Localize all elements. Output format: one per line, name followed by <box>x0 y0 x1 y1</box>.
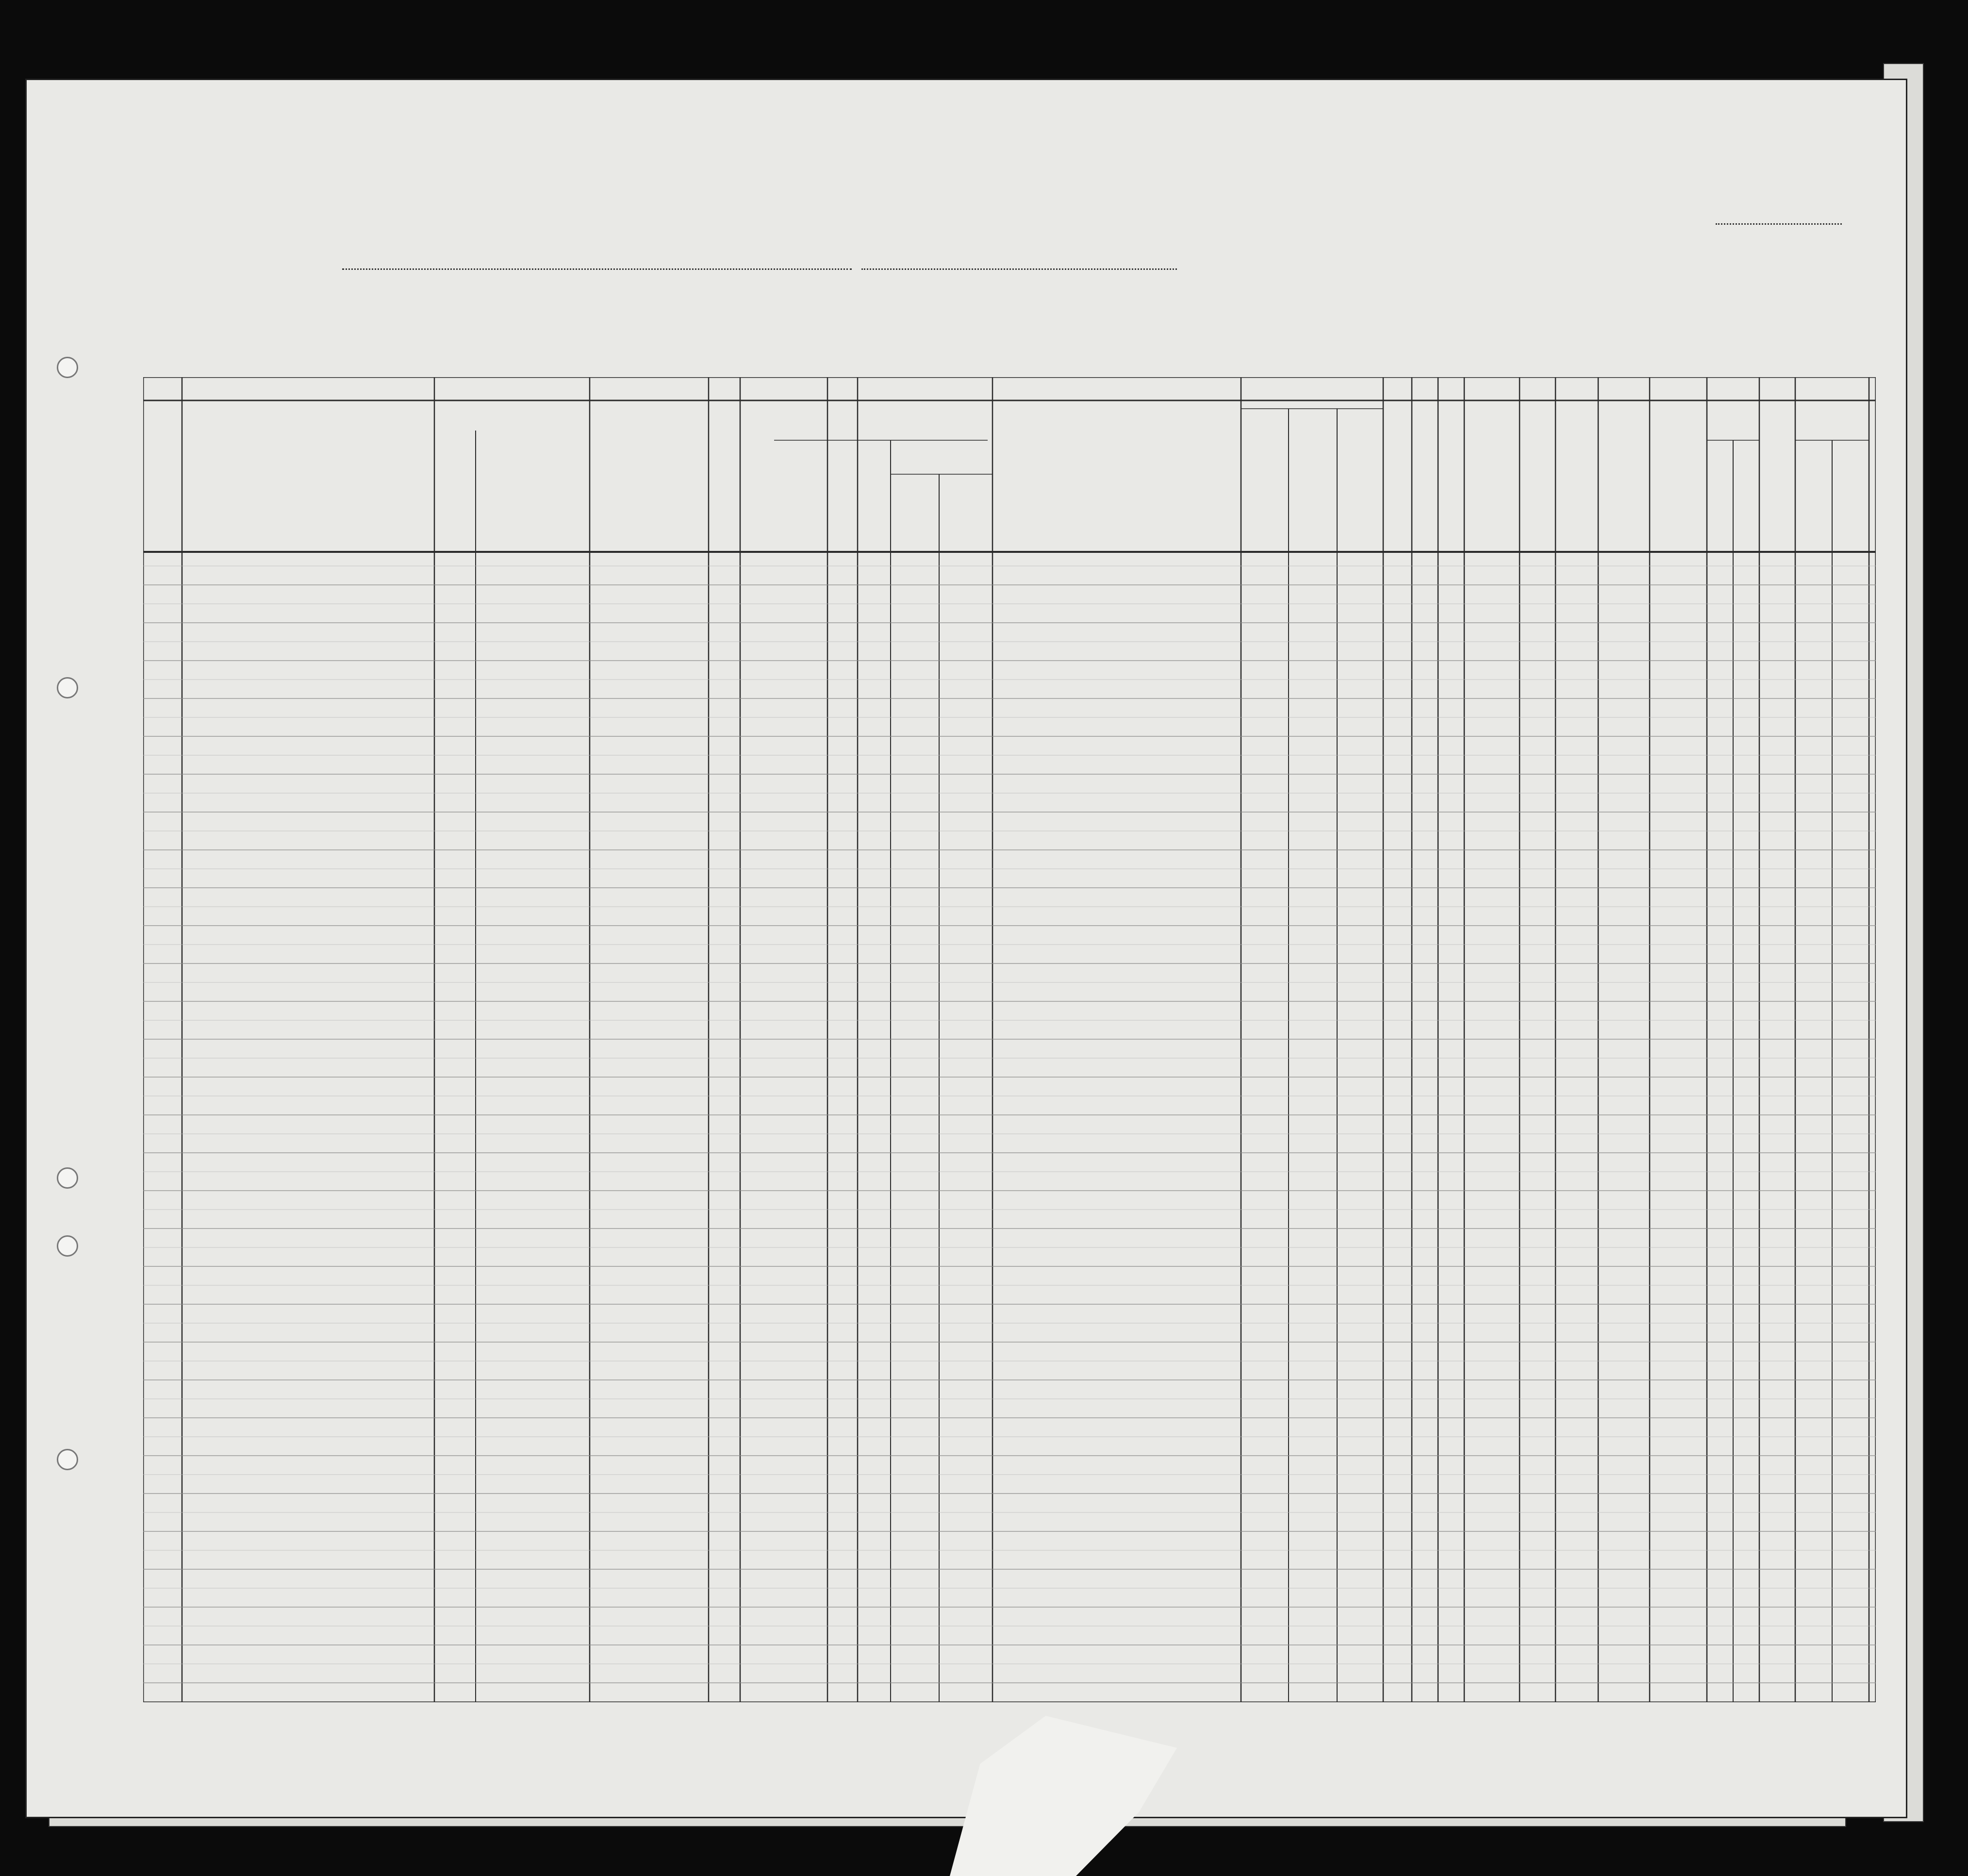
header-length-of-stay <box>1172 426 1216 532</box>
header-overthrow <box>1348 415 1401 536</box>
binder-hole <box>57 1167 78 1189</box>
binder-hole <box>57 1235 78 1257</box>
list-line <box>1716 223 1842 225</box>
header-labor-offer <box>1403 415 1437 536</box>
header-polygamist <box>1295 415 1320 536</box>
date-line <box>861 268 1177 270</box>
header-fifty-dollars <box>711 410 740 536</box>
header-feet <box>1593 507 1613 536</box>
binder-hole <box>57 357 78 378</box>
header-deported <box>1439 415 1480 536</box>
header-inches <box>1619 502 1638 536</box>
port-line <box>342 268 852 270</box>
torn-corner <box>925 1716 1177 1876</box>
binder-hole <box>57 1449 78 1470</box>
manifest-grid <box>143 377 1876 1702</box>
header-return-intent <box>1125 426 1168 532</box>
header-prison <box>1267 415 1293 536</box>
manifest-sheet <box>25 79 1907 1818</box>
header-ticket <box>592 410 621 536</box>
header-citizen-intent <box>1221 426 1264 532</box>
header-anarchist <box>1322 415 1346 536</box>
binder-hole <box>57 677 78 698</box>
